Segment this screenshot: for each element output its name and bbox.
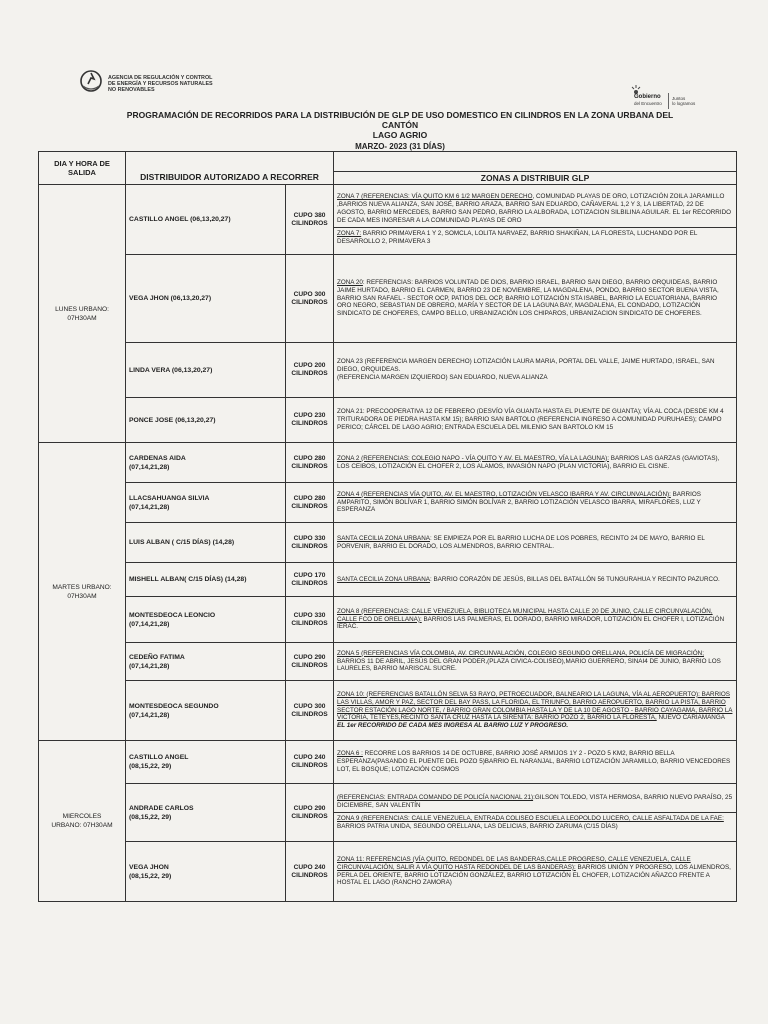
distributor-name: MISHELL ALBAN( C/15 DÍAS) (14,28): [126, 563, 286, 597]
distributor-name: MONTESDEOCA SEGUNDO (07,14,21,28): [126, 681, 286, 741]
zone-text: BARRIOS LAS PALMERAS, EL DORADO, BARRIO MIRADOR, LOTIZACIÓN EL CHOFER I, LOTIZACIÓN IERAC.: [337, 615, 725, 631]
zone-text: NUEVO CARIAMANGA: [656, 714, 725, 722]
header-zonas: ZONAS A DISTRIBUIR GLP: [334, 172, 737, 185]
zone-reference: ZONA 8 (REFERENCIAS: CALLE VENEZUELA, BIBLIOTECA MUNICIPAL HASTA CALLE 20 DE JUNIO, CALLE CIRCUNVALACIÓN, CALLE FCO DE ORELLANA):: [337, 607, 713, 623]
zones-cell: [334, 563, 737, 597]
distributor-name: CASTILLO ANGEL (06,13,20,27): [126, 185, 286, 255]
zone-text: : BARRIO CORAZÓN DE JESÚS, BILLAS DEL BATALLÓN 56 TUNGURAHUA Y RECINTO PAZURCO.: [429, 575, 720, 583]
zones-cell: [334, 483, 737, 523]
quota-cell: CUPO 240 CILINDROS: [286, 741, 334, 784]
zone-reference: ZONA 7:: [337, 229, 362, 237]
document-title: PROGRAMACIÓN DE RECORRIDOS PARA LA DISTRIBUCIÓN DE GLP DE USO DOMESTICO EN CILINDROS EN LA ZONA URBANA DEL CANTÓN LAGO AGRIO: [126, 110, 674, 140]
distributor-name: CARDENAS AIDA (07,14,21,28): [126, 443, 286, 483]
zones-cell: [334, 597, 737, 643]
zone-reference: ZONA 4 (REFERENCIAS VÍA QUITO, AV. EL MAESTRO, LOTIZACIÓN VELASCO IBARRA Y AV. CIRCUNVALACIÓN):: [337, 490, 671, 498]
quota-cell: CUPO 300 CILINDROS: [286, 255, 334, 343]
header-spacer: [334, 152, 737, 172]
zone-description: [334, 812, 736, 833]
distributor-name: VEGA JHON (06,13,20,27): [126, 255, 286, 343]
table-row: [39, 343, 737, 398]
zone-text: BARRIOS UNIÓN Y PROGRESO, LOS ALMENDROS, PERLA DEL ORIENTE, BARRIO LOTIZACIÓN GONZÁLEZ, BARRIO LOTIZACIÓN EL CHOFER, LOTIZACIÓN AÑAZCO FRENTE A HOSTAL EL LAGO (RANCHO ZAMORA): [337, 863, 731, 887]
zone-reference: (REFERENCIAS: ENTRADA COMANDO DE POLICÍA NACIONAL 21): [337, 794, 534, 802]
zone-description: [334, 489, 736, 517]
arcernnr-logo-icon: [78, 68, 104, 94]
zone-text: ZONA 23 (REFERENCIA MARGEN DERECHO) LOTIZACIÓN LAURA MARIA, PORTAL DEL VALLE, JAIME HURTADO, ISRAEL, SAN DIEGO, ORQUIDEAS. (REFERENCIA MARGEN IZQUIERDO) SAN EDUARDO, NUEVA ALIANZA: [337, 358, 715, 381]
zone-text: ZONA 21: PRECOOPERATIVA 12 DE FEBRERO (DESVÍO VÍA GUANTA HASTA EL PUENTE DE GUANTA); VÍA AL COCA (DESDE KM 4 TRITURADORA DE PIEDRA HASTA KM 15); BARRIO SAN BARTOLO (REFERENCIA INGRESO A COMUNIDAD PURUHAES); CAMPO PERICO; CÁRCEL DE LAGO AGRIO; ENTRADA ESCUELA DEL MILENIO SAN BARTOLO KM 15: [337, 408, 724, 431]
zone-description: [334, 533, 736, 553]
zone-description: [334, 689, 736, 733]
zones-cell: [334, 443, 737, 483]
government-subtitle: del Encuentro: [634, 101, 662, 106]
table-row: [39, 255, 737, 343]
quota-cell: CUPO 330 CILINDROS: [286, 597, 334, 643]
zone-reference: ZONA 7 (REFERENCIAS: VÍA QUITO KM 6 1/2 MARGEN DERECHO: [337, 193, 533, 201]
header-distribuidor: DISTRIBUIDOR AUTORIZADO A RECORRER: [126, 152, 334, 185]
zone-reference: ZONA 5 (REFERENCIAS VÍA COLOMBIA, AV. CIRCUNVALACIÓN, COLEGIO SEGUNDO ORELLANA, POLICÍA DE MIGRACIÓN;: [337, 649, 704, 657]
schedule-table: [38, 151, 737, 902]
quota-cell: CUPO 280 CILINDROS: [286, 483, 334, 523]
zone-reference: SANTA CECILIA ZONA URBANA: [337, 575, 430, 583]
distributor-name: ANDRADE CARLOS (08,15,22, 29): [126, 784, 286, 842]
zone-reference: ZONA 10: (REFERENCIAS BATALLÓN SELVA 53 RAYO, PETROECUADOR, BALNEARIO LA LAGUNA, VÍA AL AEROPUERTO): BARRIOS LAS VILLAS, AMOR Y PAZ, SECTOR DEL BAY PASS, LA FLORIDA, EL TRIUNFO, BARRIO AEROPUERTO, BARRIO LA PISTA, BARRIO SECTOR ESTACIÓN LAGO NORTE, / BARRIO GRAN COLOMBIA HASTA LA Y DE LA 10 DE AGOSTO - BARRIO CAYAGAMA, BARRIO LA VICTORIA, TETEYES,RECINTO SANTA CRUZ HASTA LA SIRENITA: BARRIO POZO 2, BARRIO LA FLORESTA,: [337, 690, 733, 722]
zone-note: EL 1er RECORRIDO DE CADA MES INGRESA AL BARRIO LUZ Y PROGRESO.: [337, 722, 569, 730]
zone-description: [334, 277, 736, 321]
zones-cell: [334, 255, 737, 343]
table-row: [39, 563, 737, 597]
header-salida: DIA Y HORA DE SALIDA: [39, 152, 126, 185]
table-row: [39, 741, 737, 784]
zones-cell: [334, 741, 737, 784]
zone-reference: ZONA 20: [337, 278, 363, 286]
zone-reference: ZONA 11: REFERENCIAS (VÍA QUITO, REDONDEL DE LAS BANDERAS,CALLE PROGRESO, CALLE VENEZUELA, CALLE CIRCUNVALACIÓN, SALIR A VÍA QUITO HASTA REDONDEL DE LAS BANDERAS):: [337, 855, 691, 871]
day-time-cell: MARTES URBANO: 07H30AM: [39, 443, 126, 741]
zone-description: [334, 406, 736, 434]
zone-description: [334, 227, 736, 248]
zone-reference: SANTA CECILIA ZONA URBANA: [337, 534, 430, 542]
zone-text: BARRIO PRIMAVERA 1 Y 2, SOMCLA, LOLITA NARVAEZ, BARRIO SHAKIÑAN, LA FLORESTA, LUCHANDO POR EL DESARROLLO 2, PRIMAVERA 3: [337, 229, 698, 245]
zones-cell: [334, 343, 737, 398]
header-divider: [668, 93, 669, 109]
zones-cell: [334, 523, 737, 563]
zones-cell: [334, 681, 737, 741]
government-name: Gobierno: [634, 94, 661, 100]
quota-cell: CUPO 330 CILINDROS: [286, 523, 334, 563]
table-row: [39, 443, 737, 483]
zone-text: , COMUNIDAD PLAYAS DE ORO, LOTIZACIÓN ZOILA JARAMILLO ,BARRIOS NUEVA ALIANZA, SAN JOSÉ, BARRIO ARAZA, BARRIO SAN EDUARDO, CAÑAVERAL 1,2 Y 3, LA LIBERTAD, 22 DE AGOSTO, BARRIO MERCEDES, BARRIO SAN PEDRO, BARRIO LA ALBORADA, LOTIZACION SILBILINA AGUILAR. EL 1er RECORRIDO DE CADA MES INGRESAR A LA COMUNIDAD PLAYAS DE ORO: [337, 193, 732, 224]
zones-cell: [334, 398, 737, 443]
quota-cell: CUPO 280 CILINDROS: [286, 443, 334, 483]
zone-text: BARRIOS LAS GARZAS (GAVIOTAS), LOS CEIBOS, LOTIZACIÓN EL CHOFER 2, LOS ALAMOS, INVASIÓN NAPO (PLAN VICTORIA), BARRIO EL CISNE.: [337, 454, 720, 470]
quota-cell: CUPO 290 CILINDROS: [286, 784, 334, 842]
quota-cell: CUPO 240 CILINDROS: [286, 842, 334, 902]
table-row: [39, 681, 737, 741]
table-row: [39, 185, 737, 255]
distributor-name: PONCE JOSE (06,13,20,27): [126, 398, 286, 443]
zone-text: : SE EMPIEZA POR EL BARRIO LUCHA DE LOS POBRES, RECINTO 24 DE MAYO, BARRIO EL PORVENIR, BARRIO EL DORADO, LOS ALMENDROS, BARRIO CENTRAL.: [337, 534, 705, 550]
table-row: [39, 597, 737, 643]
distributor-name: LUIS ALBAN ( C/15 DÍAS) (14,28): [126, 523, 286, 563]
zones-cell: [334, 842, 737, 902]
table-row: [39, 842, 737, 902]
schedule-body: [39, 185, 737, 902]
quota-cell: CUPO 200 CILINDROS: [286, 343, 334, 398]
distributor-name: LINDA VERA (06,13,20,27): [126, 343, 286, 398]
quota-cell: CUPO 290 CILINDROS: [286, 643, 334, 681]
zones-cell: [334, 784, 737, 842]
zone-description: [334, 356, 736, 384]
zone-description: [334, 574, 736, 586]
table-row: [39, 784, 737, 842]
table-header-row: [39, 152, 737, 172]
table-row: [39, 523, 737, 563]
zone-description: [334, 606, 736, 634]
distributor-name: LLACSAHUANGA SILVIA (07,14,21,28): [126, 483, 286, 523]
zone-reference: ZONA 6 :: [337, 750, 363, 758]
government-motto: Juntos lo logramos: [672, 96, 696, 106]
document-subtitle: MARZO- 2023 (31 DÍAS): [355, 142, 445, 151]
day-time-cell: MIERCOLES URBANO: 07H30AM: [39, 741, 126, 902]
zone-text: :GILSON TOLEDO, VISTA HERMOSA, BARRIO NUEVO PARAÍSO, 25 DICIEMBRE, SAN VALENTÍN: [337, 794, 733, 810]
distributor-name: CEDEÑO FATIMA (07,14,21,28): [126, 643, 286, 681]
agency-name: AGENCIA DE REGULACIÓN Y CONTROL DE ENERGÍA Y RECURSOS NATURALES NO RENOVABLES: [108, 75, 213, 93]
zone-text: BARRIOS PATRIA UNIDA, SEGUNDO ORELLANA, LAS DELICIAS, BARRIO ZARUMA (C/15 DÍAS): [337, 822, 618, 830]
zone-description: [334, 748, 736, 776]
zone-reference: ZONA 9 (REFERENCIAS: CALLE VENEZUELA, ENTRADA COLISEO ESCUELA LEOPOLDO LUCERO, CALLE ASFALTADA DE LA FAE:: [337, 815, 724, 822]
quota-cell: CUPO 380 CILINDROS: [286, 185, 334, 255]
distributor-name: MONTESDEOCA LEONCIO (07,14,21,28): [126, 597, 286, 643]
distributor-name: CASTILLO ANGEL (08,15,22, 29): [126, 741, 286, 784]
quota-cell: CUPO 230 CILINDROS: [286, 398, 334, 443]
distributor-name: VEGA JHON (08,15,22, 29): [126, 842, 286, 902]
zone-description: [334, 453, 736, 473]
zones-cell: [334, 185, 737, 255]
zone-description: [334, 792, 736, 812]
table-row: [39, 398, 737, 443]
agency-header: [78, 66, 258, 100]
table-row: [39, 643, 737, 681]
zone-reference: ZONA 2 (REFERENCIAS: COLEGIO NAPO - VÍA QUITO Y AV. EL MAESTRO, VÍA LA LAGUNA):: [337, 454, 610, 462]
table-row: [39, 483, 737, 523]
zone-description: [334, 648, 736, 676]
zone-text: BARRIOS AMPARITO, SIMÓN BOLÍVAR 1, BARRIO SIMÓN BOLÍVAR 2, BARRIO LOTIZACIÓN VELASCO IBARRA, MIRAFLORES, LUZ Y ESPERANZA: [337, 490, 701, 514]
zone-text: : REFERENCIAS: BARRIOS VOLUNTAD DE DIOS, BARRIO ISRAEL, BARRIO SAN DIEGO, BARRIO ORQUIDEAS, BARRIO JAIME HURTADO, BARRIO EL CARMEN, BARRIO 23 DE NOVIEMBRE, LA MAGDALENA, PONDO, BARRIO SECTOR BUENA VISTA, BARRIO SAN RAFAEL - SECTOR OCP, PATIOS DEL OCP, BARRIO LOTIZACIÓN STA ISABEL, BARRIO LA ECUATORIANA, BARRIO ORO NEGRO, SEBASTIAN DE OBRERO, MARÍA Y SECTOR DE LA LAGUNA BAY, MAGDALENA, EL CONDADO, LOTIZACIÓN SINDICATO DE CHOFERES, CAMPO BELLO, URBANIZACIÓN LOS CHIPAROS, URBANIZACION SINDICATO DE CHOFERES.: [337, 278, 719, 318]
zone-text: RECORRE LOS BARRIOS 14 DE OCTUBRE, BARRIO JOSÉ ARMIJOS 1Y 2 - POZO 5 KM2, BARRIO BELLA ESPERANZA(PASANDO EL PUENTE DEL POZO 5)BARRIO EL NARANJAL, BARRIO LOTIZACIÓN JARAMILLO, BARRIO VENCEDORES LOT, EL BOSQUE; LOTIZACIÓN COSMOS: [337, 750, 731, 773]
day-time-cell: LUNES URBANO: 07H30AM: [39, 185, 126, 443]
quota-cell: CUPO 300 CILINDROS: [286, 681, 334, 741]
zone-description: [334, 191, 736, 227]
quota-cell: CUPO 170 CILINDROS: [286, 563, 334, 597]
zone-description: [334, 854, 736, 890]
zone-text: BARRIOS 11 DE ABRIL, JESÚS DEL GRAN PODER,(PLAZA CIVICA-COLISEO),MARIO GUERRERO, SINAI4 DE JUNIO, BARRIO LOS LAURELES, BARRIO MARISCAL SUCRE.: [337, 657, 721, 673]
zones-cell: [334, 643, 737, 681]
